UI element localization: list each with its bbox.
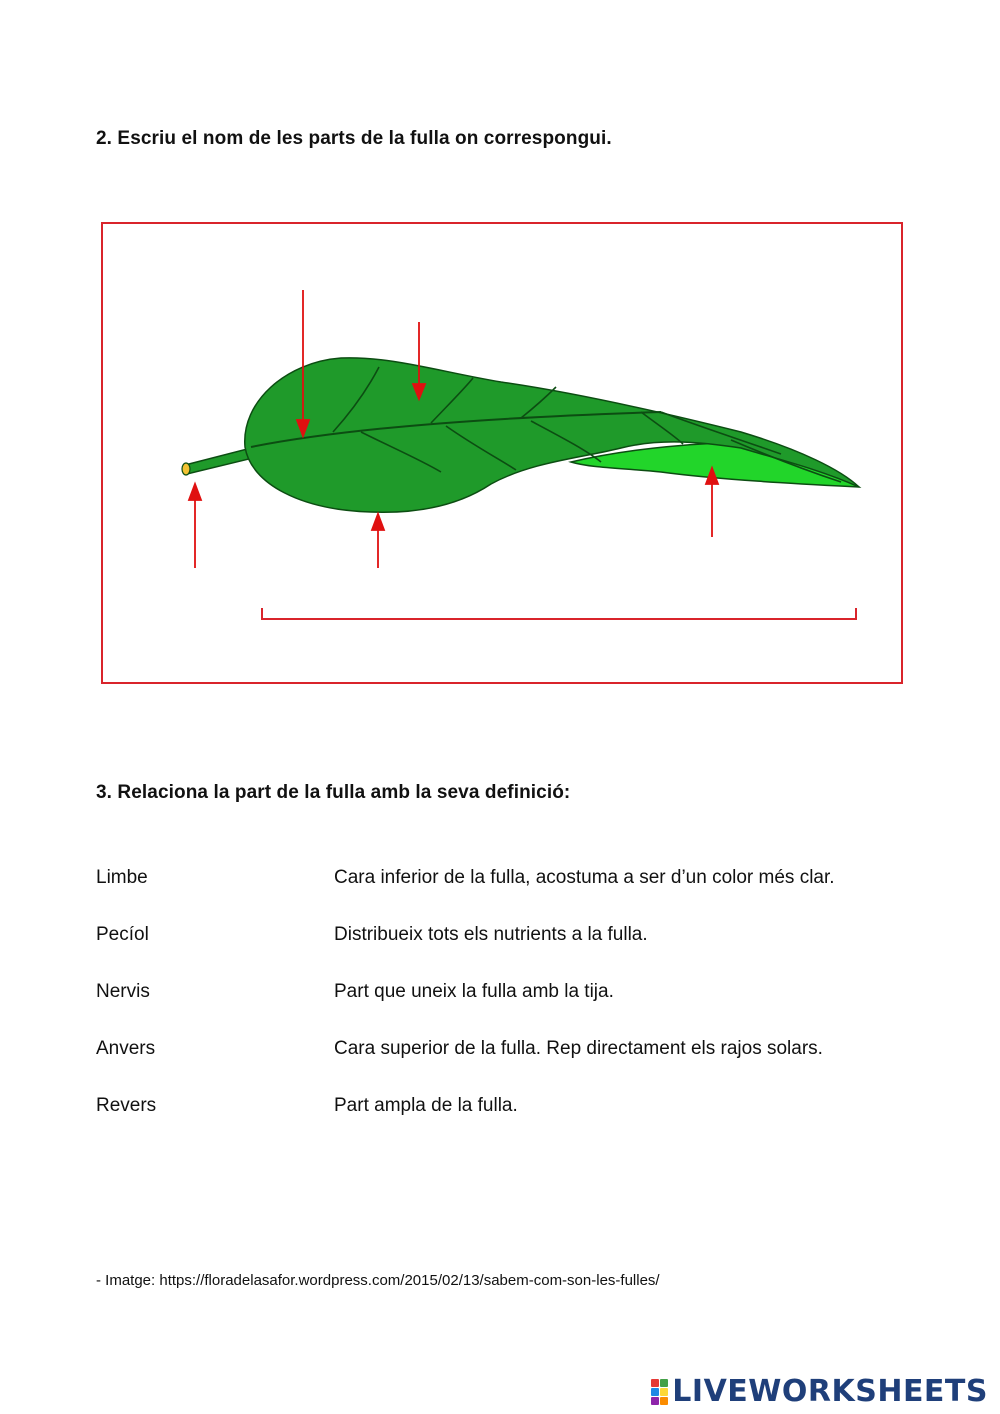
liveworksheets-logo [651,1374,988,1409]
brand-name: LIVEWORKSHEETS [672,1374,988,1409]
question-2-title: 2. Escriu el nom de les parts de la fulla on correspongui. [96,128,612,149]
match-row [96,1038,976,1064]
term-peciol: Pecíol [96,924,149,945]
arrow-limbe-head [372,514,384,530]
leaf-diagram-svg [101,222,903,684]
match-row [96,867,976,893]
definition-2: Distribueix tots els nutrients a la fulla. [334,924,648,945]
leaf-blade [245,358,859,512]
image-credit: - Imatge: https://floradelasafor.wordpress.com/2015/02/13/sabem-com-son-les-fulles/ [96,1272,660,1289]
leaf-diagram [101,222,903,684]
term-nervis: Nervis [96,981,150,1002]
petiole-tip [182,463,190,475]
match-row [96,924,976,950]
definition-3: Part que uneix la fulla amb la tija. [334,981,614,1002]
liveworksheets-logo-icon [651,1379,668,1405]
definition-1: Cara inferior de la fulla, acostuma a ser d’un color més clar. [334,867,835,888]
term-limbe: Limbe [96,867,148,888]
arrow-peciol-head [189,484,201,500]
definition-4: Cara superior de la fulla. Rep directament els rajos solars. [334,1038,823,1059]
leaf-petiole [185,448,253,474]
term-anvers: Anvers [96,1038,156,1059]
definition-5: Part ampla de la fulla. [334,1095,518,1116]
match-row [96,1095,976,1121]
limbe-bracket [262,608,856,619]
match-row [96,981,976,1007]
term-revers: Revers [96,1095,157,1116]
question-3-title: 3. Relaciona la part de la fulla amb la seva definició: [96,782,571,803]
